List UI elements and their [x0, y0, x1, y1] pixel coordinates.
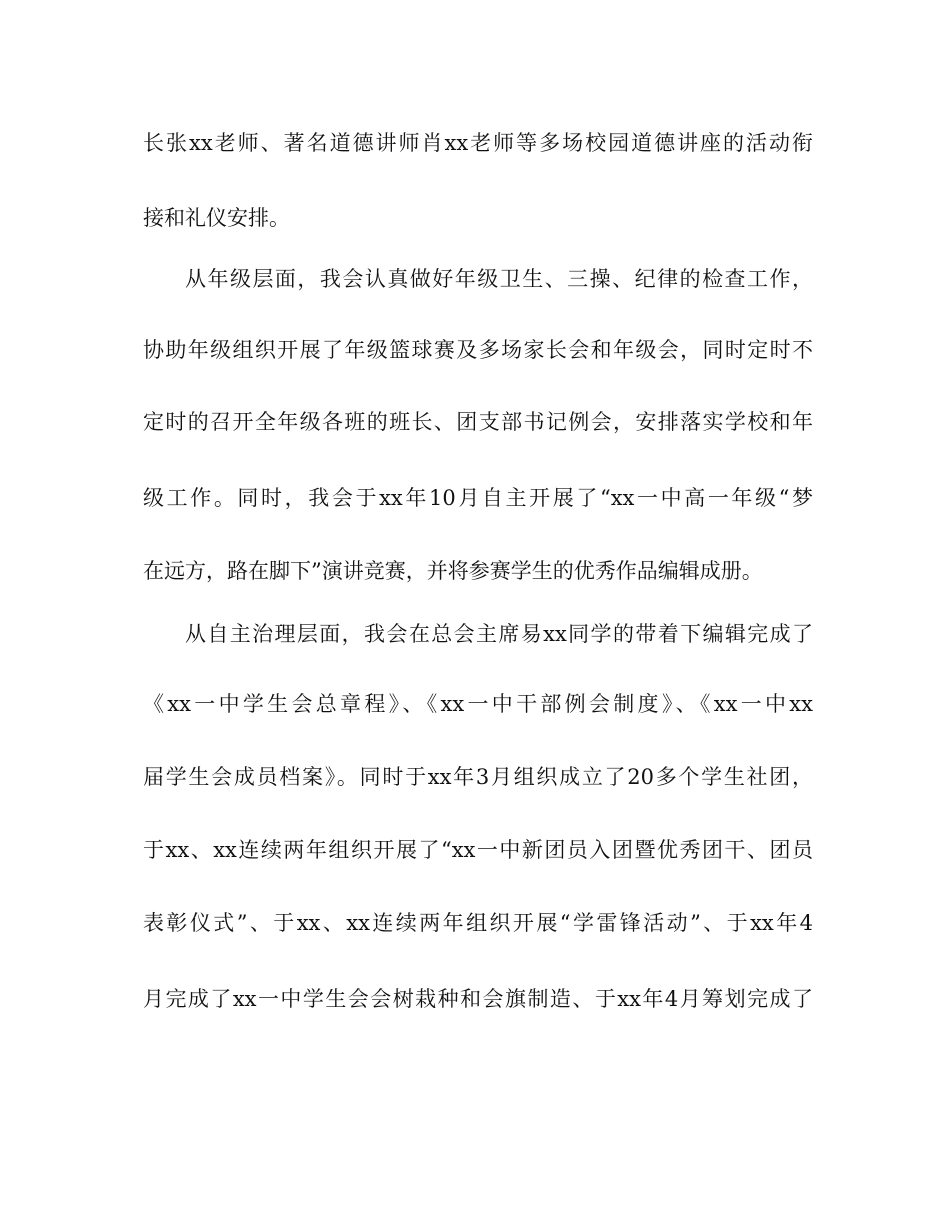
text-line-3-paragraph-start: 从年级层面，我会认真做好年级卫生、三操、纪律的检查工作， — [185, 267, 813, 291]
text-line-13: 月完成了xx一中学生会会树栽种和会旗制造、于xx年4月筹划完成了 — [143, 987, 813, 1011]
text-line-6: 级工作。同时，我会于xx年10月自主开展了“xx一中高一年级“梦 — [143, 486, 813, 510]
text-line-1: 长张xx老师、著名道德讲师肖xx老师等多场校园道德讲座的活动衔 — [143, 131, 813, 155]
text-line-8-paragraph-start: 从自主治理层面，我会在总会主席易xx同学的带着下编辑完成了 — [185, 622, 813, 646]
text-line-7: 在远方，路在脚下”演讲竞赛，并将参赛学生的优秀作品编辑成册。 — [143, 559, 763, 583]
text-line-5: 定时的召开全年级各班的班长、团支部书记例会，安排落实学校和年 — [143, 410, 813, 434]
text-line-12: 表彰仪式”、于xx、xx连续两年组织开展“学雷锋活动”、于xx年4 — [143, 911, 813, 935]
text-line-10: 届学生会成员档案》。同时于xx年3月组织成立了20多个学生社团， — [143, 765, 813, 789]
text-line-11: 于xx、xx连续两年组织开展了“xx一中新团员入团暨优秀团干、团员 — [143, 838, 813, 862]
text-line-9: 《xx一中学生会总章程》、《xx一中干部例会制度》、《xx一中xx — [143, 692, 813, 716]
text-line-2: 接和礼仪安排。 — [143, 206, 290, 230]
text-line-4: 协助年级组织开展了年级篮球赛及多场家长会和年级会，同时定时不 — [143, 338, 813, 362]
